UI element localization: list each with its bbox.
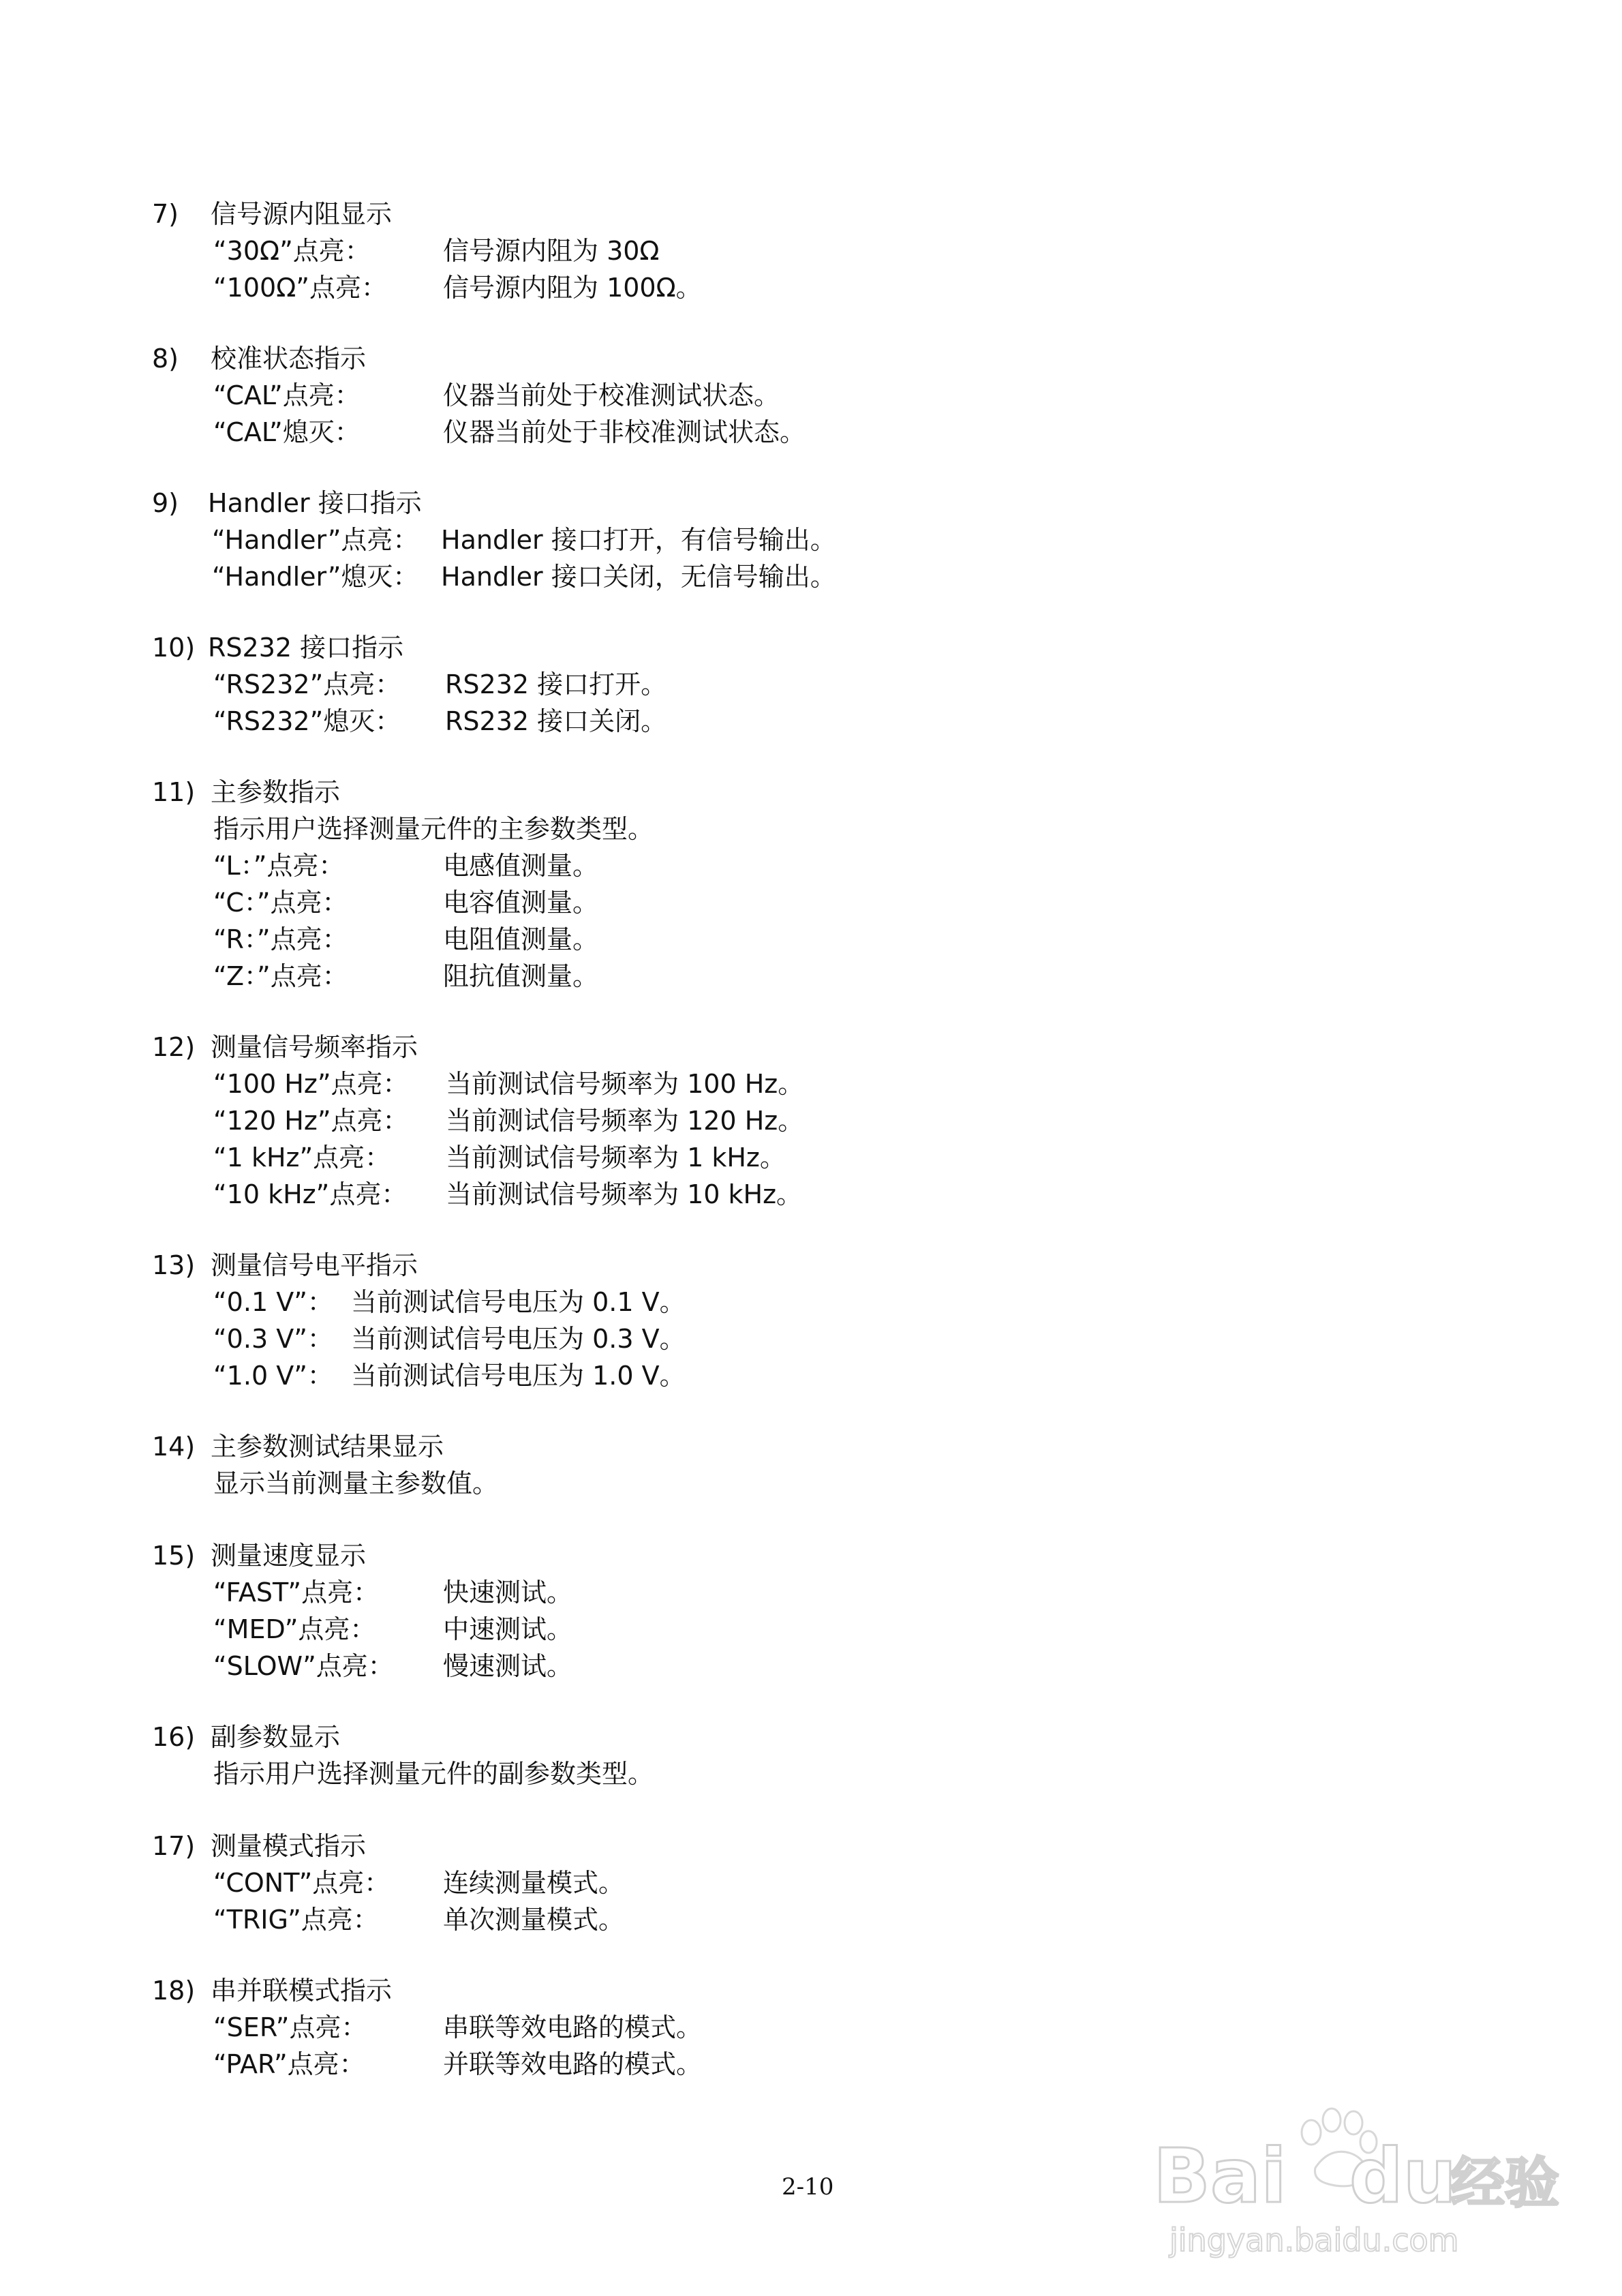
indicator-key: “10 kHz”点亮： bbox=[213, 1179, 408, 1209]
section-number: 17) bbox=[152, 1831, 196, 1861]
indicator-value: RS232 接口关闭。 bbox=[445, 706, 667, 736]
indicator-key: “Handler”点亮： bbox=[212, 525, 419, 555]
indicator-value: 信号源内阻为 100Ω。 bbox=[443, 273, 702, 303]
section-number: 15) bbox=[152, 1541, 196, 1571]
section-number: 13) bbox=[152, 1250, 196, 1280]
indicator-value: 当前测试信号电压为 0.1 V。 bbox=[351, 1287, 686, 1317]
indicator-value: 单次测量模式。 bbox=[443, 1905, 625, 1935]
indicator-key: “0.3 V”： bbox=[213, 1324, 333, 1354]
indicator-value: Handler 接口关闭，无信号输出。 bbox=[441, 562, 836, 592]
svg-text:du: du bbox=[1349, 2132, 1457, 2220]
section-title: 测量信号频率指示 bbox=[211, 1032, 418, 1062]
section-title: 主参数指示 bbox=[211, 777, 341, 807]
indicator-value: 电容值测量。 bbox=[443, 888, 599, 918]
section-title: Handler 接口指示 bbox=[208, 488, 422, 518]
indicator-key: “120 Hz”点亮： bbox=[213, 1106, 409, 1136]
indicator-key: “TRIG”点亮： bbox=[213, 1905, 379, 1935]
section-description: 指示用户选择测量元件的主参数类型。 bbox=[213, 814, 654, 844]
svg-text:jingyan.baidu.com: jingyan.baidu.com bbox=[1169, 2222, 1459, 2259]
section-number: 9) bbox=[152, 488, 179, 518]
section-number: 10) bbox=[152, 633, 196, 663]
indicator-value: 仪器当前处于校准测试状态。 bbox=[443, 380, 780, 410]
baidu-jingyan-watermark bbox=[1145, 2100, 1567, 2270]
section-title: 测量信号电平指示 bbox=[211, 1250, 418, 1280]
indicator-key: “SLOW”点亮： bbox=[213, 1651, 394, 1681]
section-number: 18) bbox=[152, 1976, 196, 2006]
indicator-key: “30Ω”点亮： bbox=[213, 236, 371, 266]
svg-text:经验: 经验 bbox=[1450, 2151, 1559, 2215]
indicator-key: “CAL”点亮： bbox=[213, 380, 361, 410]
page-number: 2-10 bbox=[782, 2173, 834, 2201]
section-title: 串并联模式指示 bbox=[211, 1976, 393, 2006]
indicator-key: “RS232”熄灭： bbox=[213, 706, 401, 736]
section-number: 7) bbox=[152, 199, 179, 229]
indicator-value: Handler 接口打开，有信号输出。 bbox=[441, 525, 836, 555]
section-number: 14) bbox=[152, 1432, 196, 1462]
indicator-value: 当前测试信号频率为 10 kHz。 bbox=[446, 1179, 803, 1209]
section-title: 测量速度显示 bbox=[211, 1541, 367, 1571]
section-number: 12) bbox=[152, 1032, 196, 1062]
indicator-value: 电感值测量。 bbox=[443, 851, 599, 881]
indicator-key: “1.0 V”： bbox=[213, 1361, 333, 1391]
indicator-value: 中速测试。 bbox=[443, 1614, 573, 1644]
indicator-key: “CONT”点亮： bbox=[213, 1868, 391, 1898]
indicator-key: “1 kHz”点亮： bbox=[213, 1143, 391, 1173]
indicator-value: 当前测试信号频率为 100 Hz。 bbox=[446, 1069, 804, 1099]
indicator-value: 仪器当前处于非校准测试状态。 bbox=[443, 417, 806, 447]
indicator-key: “C：”点亮： bbox=[213, 888, 348, 918]
section-title: 副参数显示 bbox=[211, 1722, 341, 1752]
indicator-value: RS232 接口打开。 bbox=[445, 669, 667, 699]
section-description: 显示当前测量主参数值。 bbox=[213, 1468, 499, 1498]
indicator-value: 当前测试信号频率为 1 kHz。 bbox=[446, 1143, 786, 1173]
section-number: 16) bbox=[152, 1722, 196, 1752]
indicator-key: “Z：”点亮： bbox=[213, 961, 348, 991]
indicator-key: “RS232”点亮： bbox=[213, 669, 401, 699]
section-title: 校准状态指示 bbox=[211, 344, 367, 374]
indicator-key: “0.1 V”： bbox=[213, 1287, 333, 1317]
indicator-value: 信号源内阻为 30Ω bbox=[443, 236, 660, 266]
indicator-key: “CAL”熄灭： bbox=[213, 417, 361, 447]
indicator-value: 当前测试信号电压为 1.0 V。 bbox=[351, 1361, 686, 1391]
indicator-key: “MED”点亮： bbox=[213, 1614, 376, 1644]
section-title: 信号源内阻显示 bbox=[211, 199, 393, 229]
indicator-key: “R：”点亮： bbox=[213, 924, 348, 954]
indicator-value: 快速测试。 bbox=[443, 1577, 573, 1607]
indicator-value: 电阻值测量。 bbox=[443, 924, 599, 954]
indicator-value: 当前测试信号电压为 0.3 V。 bbox=[351, 1324, 686, 1354]
indicator-key: “L：”点亮： bbox=[213, 851, 345, 881]
indicator-key: “100 Hz”点亮： bbox=[213, 1069, 409, 1099]
indicator-key: “FAST”点亮： bbox=[213, 1577, 380, 1607]
section-title: RS232 接口指示 bbox=[208, 633, 404, 663]
indicator-value: 当前测试信号频率为 120 Hz。 bbox=[446, 1106, 804, 1136]
svg-text:Bai: Bai bbox=[1153, 2132, 1287, 2220]
section-number: 11) bbox=[152, 777, 196, 807]
indicator-value: 阻抗值测量。 bbox=[443, 961, 599, 991]
indicator-value: 并联等效电路的模式。 bbox=[443, 2049, 703, 2079]
indicator-key: “Handler”熄灭： bbox=[212, 562, 419, 592]
indicator-value: 串联等效电路的模式。 bbox=[443, 2012, 703, 2042]
section-description: 指示用户选择测量元件的副参数类型。 bbox=[213, 1759, 654, 1789]
indicator-key: “SER”点亮： bbox=[213, 2012, 367, 2042]
indicator-value: 连续测量模式。 bbox=[443, 1868, 625, 1898]
section-number: 8) bbox=[152, 344, 179, 374]
section-title: 测量模式指示 bbox=[211, 1831, 367, 1861]
indicator-key: “PAR”点亮： bbox=[213, 2049, 365, 2079]
section-title: 主参数测试结果显示 bbox=[211, 1432, 444, 1462]
indicator-key: “100Ω”点亮： bbox=[213, 273, 387, 303]
indicator-value: 慢速测试。 bbox=[443, 1651, 573, 1681]
